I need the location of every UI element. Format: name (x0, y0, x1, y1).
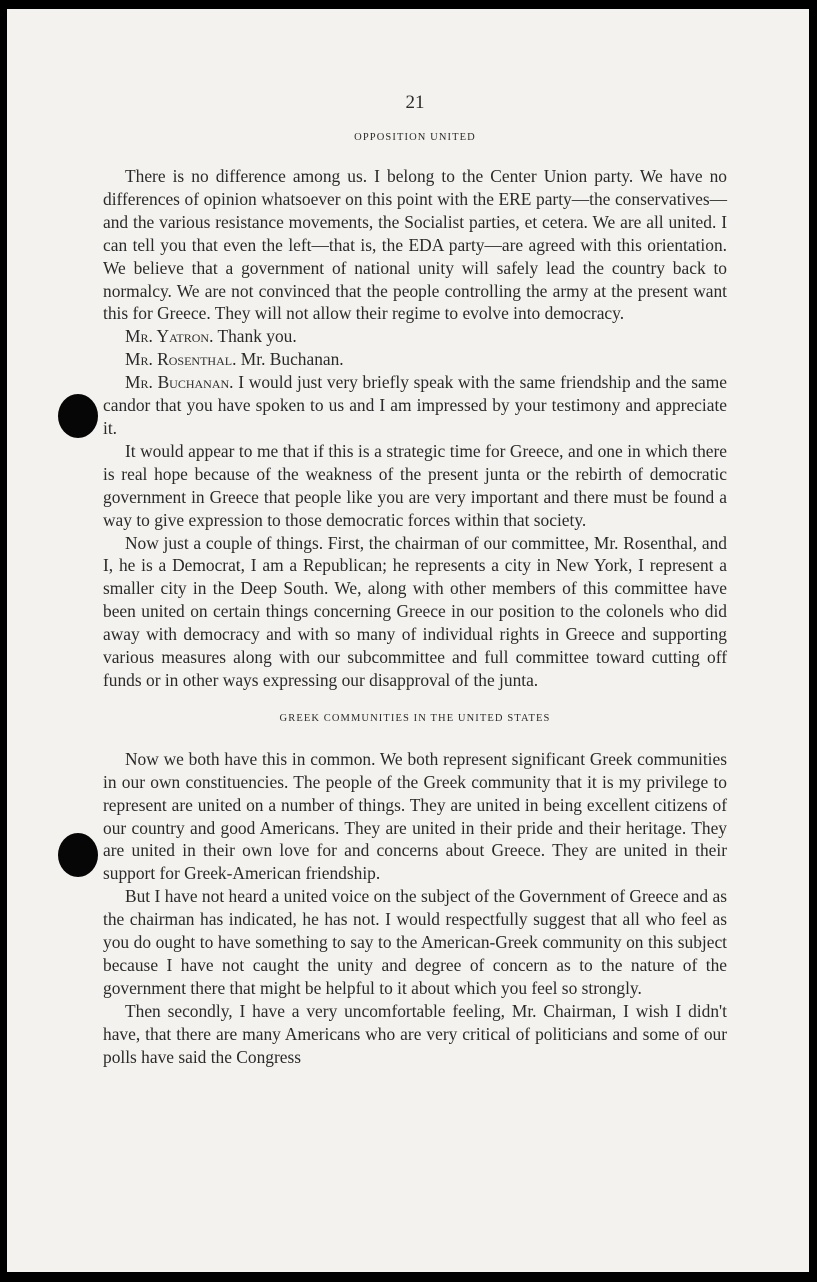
section-greek-communities (103, 712, 727, 1069)
paragraph (103, 371, 727, 440)
paragraph (103, 440, 727, 532)
paragraph (103, 1000, 727, 1069)
punch-hole (58, 833, 98, 877)
document-page (7, 9, 809, 1272)
section-opposition-united (103, 131, 727, 692)
paragraph-text: Thank you. (213, 326, 297, 347)
paragraph (103, 532, 727, 692)
paragraph-text: Then secondly, I have a very uncomfortable feeling, Mr. Chairman, I wish I didn't have, that there are many Americans who are very critical of politicians and some of our polls have said the Congress (103, 1000, 727, 1067)
paragraph (103, 325, 727, 348)
paragraph-text: I would just very briefly speak with the same friendship and the same candor that you have spoken to us and I am impressed by your testimony and appreciate it. (103, 372, 728, 438)
paragraph (103, 748, 727, 885)
paragraph (103, 885, 727, 1000)
section-heading: GREEK COMMUNITIES IN THE UNITED STATES (279, 712, 551, 724)
punch-hole (58, 394, 98, 438)
paragraph (103, 165, 727, 325)
paragraph-text: Now just a couple of things. First, the chairman of our committee, Mr. Rosenthal, and I, he is a Democrat, I am a Republican; he represents a city in New York, I represent a smaller city in the Deep South. We, along with other members of this committee have been united on certain things concerning Greece in our position to the colonels who did away with democracy and with so many of individual rights in Greece and supporting various measures along with our subcommittee and full committee toward cutting off funds or in other ways expressing our disapproval of the junta. (103, 532, 727, 690)
paragraph-text: Now we both have this in common. We both represent significant Greek communities in our own constituencies. The people of the Greek community that it is my privilege to represent are united on a number of things. They are united in being excellent citizens of our country and good Americans. They are united in their pride and their heritage. They are united in their own love for and concerns about Greece. They are united in their support for Greek-American friendship. (103, 748, 727, 884)
speaker-name: Mr. Rosenthal. (125, 349, 237, 370)
page-content (103, 81, 727, 1069)
speaker-name: Mr. Buchanan. (125, 372, 234, 393)
paragraph-text: Mr. Buchanan. (236, 349, 344, 370)
page-number: 21 (405, 92, 425, 113)
paragraph (103, 348, 727, 371)
speaker-name: Mr. Yatron. (125, 326, 214, 347)
section-heading: OPPOSITION UNITED (354, 132, 476, 143)
paragraph-text: There is no difference among us. I belong to the Center Union party. We have no differences of opinion whatsoever on this point with the ERE party—the conservatives—and the various resistance movements, the Socialist parties, et cetera. We are all united. I can tell you that even the left—that is, the EDA party—are agreed with this orientation. We believe that a government of national unity will safely lead the country back to normalcy. We are not convinced that the people controlling the army at the present want this for Greece. They will not allow their regime to evolve into democracy. (103, 166, 727, 324)
paragraph-text: It would appear to me that if this is a strategic time for Greece, and one in which there is real hope because of the weakness of the present junta or the rebirth of democratic government in Greece that people like you are very important and there must be found a way to give expression to those democratic forces within that society. (103, 440, 727, 530)
paragraph-text: But I have not heard a united voice on the subject of the Government of Greece and as the chairman has indicated, he has not. I would respectfully suggest that all who feel as you do ought to have something to say to the American-Greek community on this subject because I have not caught the unity and degree of concern as to the nature of the government there that might be helpful to it about which you feel so strongly. (103, 886, 727, 998)
